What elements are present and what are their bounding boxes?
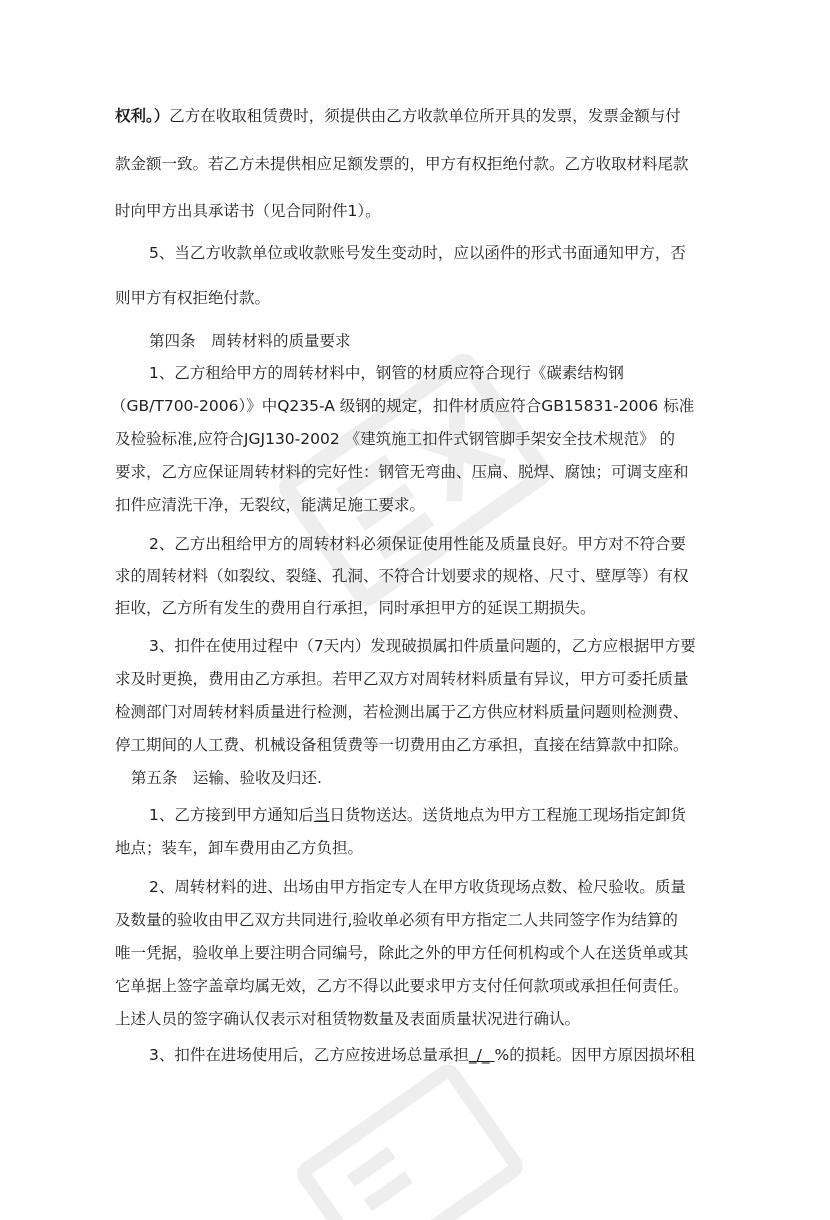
line-text: %的损耗。因甲方原因损坏租: [494, 1046, 696, 1064]
paragraph-line: 1、乙方租给甲方的周转材料中，钢管的材质应符合现行《碳素结构钢: [149, 364, 624, 382]
line-text: 日货物送达。送货地点为甲方工程施工现场指定卸货: [329, 806, 686, 824]
paragraph-line: 2、周转材料的进、出场由甲方指定专人在甲方收货现场点数、检尺验收。质量: [149, 878, 686, 896]
paragraph-line: （GB/T700-2006）》中Q235-A 级钢的规定，扣件材质应符合GB15831-2006 标准: [111, 397, 695, 415]
line-text: 3、扣件在进场使用后，乙方应按进场总量承担: [149, 1046, 469, 1064]
paragraph-line: 3、扣件在使用过程中（7天内）发现破损属扣件质量问题的，乙方应根据甲方要: [149, 637, 696, 655]
paragraph-line: 地点；装车，卸车费用由乙方负担。: [115, 839, 364, 857]
paragraph-line: 上述人员的签字确认仅表示对租赁物数量及表面质量状况进行确认。: [115, 1010, 581, 1028]
article-heading: 第五条 运输、验收及归还.: [131, 769, 322, 787]
paragraph-line: [149, 1044, 695, 1066]
paragraph-line: 款金额一致。若乙方未提供相应足额发票的，甲方有权拒绝付款。乙方收取材料尾款: [115, 155, 689, 173]
paragraph-line: 则甲方有权拒绝付款。: [115, 289, 271, 307]
paragraph-line: [115, 105, 728, 127]
paragraph-line: 要求，乙方应保证周转材料的完好性：钢管无弯曲、压扁、脱焊、腐蚀；可调支座和: [115, 463, 689, 481]
paragraph-line: [149, 804, 686, 826]
paragraph-line: 及检验标准,应符合JGJ130-2002 《建筑施工扣件式钢管脚手架安全技术规范》 的: [115, 430, 676, 448]
underlined-blank: _/_: [468, 1046, 495, 1064]
paragraph-line: 扣件应清洗干净，无裂纹，能满足施工要求。: [115, 496, 426, 514]
paragraph-line: 拒收，乙方所有发生的费用自行承担，同时承担甲方的延误工期损失。: [115, 599, 596, 617]
paragraph-line: 及数量的验收由甲乙双方共同进行,验收单必须有甲方指定二人共同签字作为结算的: [115, 911, 678, 929]
underlined-blank: 当: [313, 806, 330, 824]
paragraph-line: 检测部门对周转材料质量进行检测，若检测出属于乙方供应材料质量问题则检测费、: [115, 703, 689, 721]
paragraph-line: 求及时更换，费用由乙方承担。若甲乙双方对周转材料质量有异议，甲方可委托质量: [115, 670, 689, 688]
paragraph-line: 唯一凭据，验收单上要注明合同编号，除此之外的甲方任何机构或个人在送货单或其: [115, 944, 689, 962]
bold-text: 权利。）: [115, 107, 170, 125]
paragraph-line: 5、当乙方收款单位或收款账号发生变动时，应以函件的形式书面通知甲方，否: [149, 244, 686, 262]
article-heading: 第四条 周转材料的质量要求: [149, 332, 351, 350]
line-text: 乙方在收取租赁费时，须提供由乙方收款单位所开具的发票，发票金额与付: [169, 107, 681, 125]
paragraph-line: 它单据上签字盖章均属无效，乙方不得以此要求甲方支付任何款项或承担任何责任。: [115, 977, 689, 995]
paragraph-line: 2、乙方出租给甲方的周转材料必须保证使用性能及质量良好。甲方对不符合要: [149, 535, 686, 553]
paragraph-line: 求的周转材料（如裂纹、裂缝、孔洞、不符合计划要求的规格、尺寸、壁厚等）有权: [115, 567, 689, 585]
paragraph-line: 时向甲方出具承诺书（见合同附件1）。: [115, 202, 381, 220]
line-text: 1、乙方接到甲方通知后: [149, 806, 314, 824]
paragraph-line: 停工期间的人工费、机械设备租赁费等一切费用由乙方承担，直接在结算款中扣除。: [115, 736, 689, 754]
